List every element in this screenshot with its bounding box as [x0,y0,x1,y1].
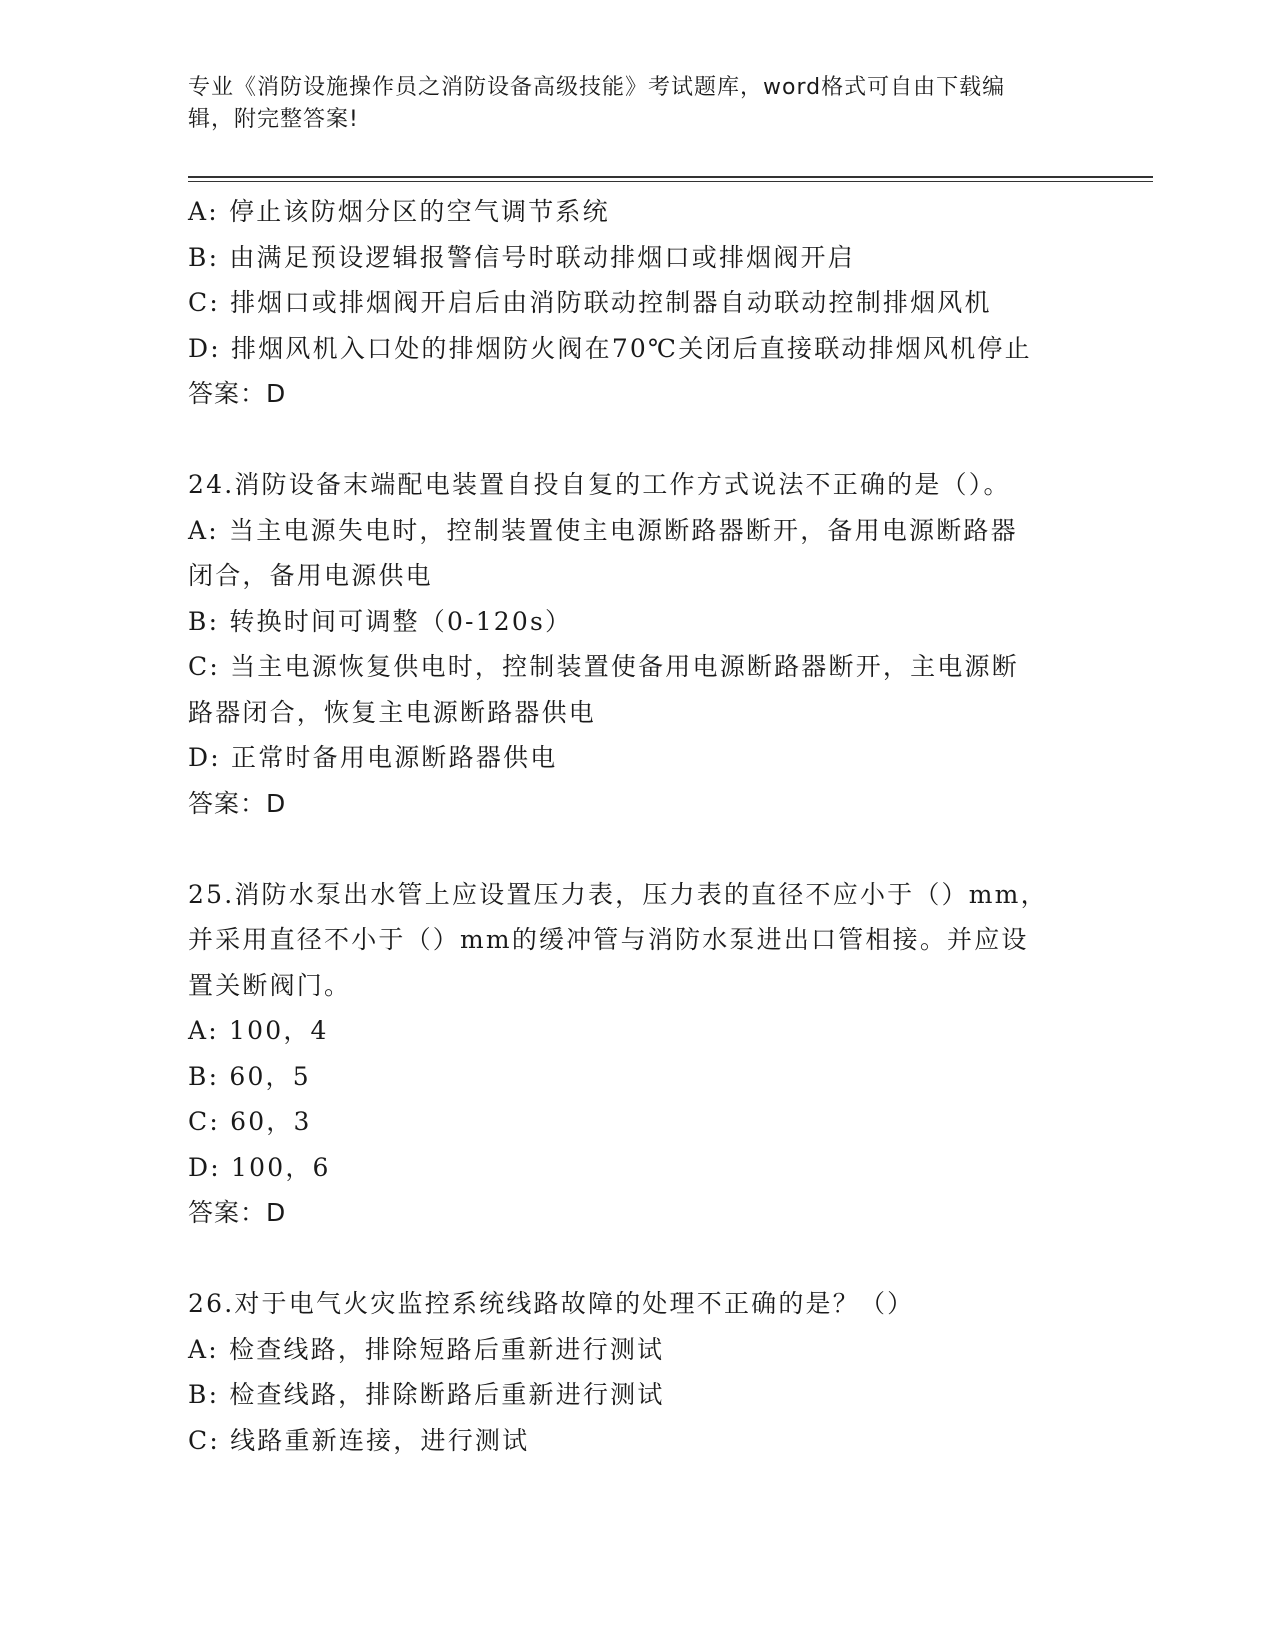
option-a-continued: 闭合，备用电源供电 [188,561,433,590]
question-23-continued [188,189,1088,417]
answer: 答案：D [188,379,287,408]
option-b: B: 检查线路，排除断路后重新进行测试 [188,1380,665,1409]
option-d: D: 正常时备用电源断路器供电 [188,743,558,772]
option-c: C: 当主电源恢复供电时，控制装置使备用电源断路器断开，主电源断 [188,652,1019,681]
question-25 [188,872,1088,1236]
option-b: B: 转换时间可调整（0-120s） [188,606,573,636]
answer: 答案：D [188,1198,287,1227]
question-24 [188,462,1088,826]
question-text-continued: 并采用直径不小于（）mm的缓冲管与消防水泵进出口管相接。并应设 [188,925,1029,954]
option-b: B: 由满足预设逻辑报警信号时联动排烟口或排烟阀开启 [188,242,855,272]
option-c: C: 线路重新连接，进行测试 [188,1425,530,1455]
option-c-continued: 路器闭合，恢复主电源断路器供电 [188,697,597,727]
spacer [188,826,1088,872]
header-rule-thick [188,176,1153,178]
option-a: A: 检查线路，排除短路后重新进行测试 [188,1334,665,1364]
option-a: A: 100，4 [188,1016,329,1045]
option-a: A: 当主电源失电时，控制装置使主电源断路器断开，备用电源断路器 [188,515,1018,545]
question-text: 26.对于电气火灾监控系统线路故障的处理不正确的是？（） [188,1289,915,1318]
question-text: 25.消防水泵出水管上应设置压力表，压力表的直径不应小于（）mm， [188,879,1048,909]
header-rule-thin [188,181,1153,182]
option-d: D: 排烟风机入口处的排烟防火阀在70℃关闭后直接联动排烟风机停止 [188,333,1032,363]
question-list [188,189,1088,1463]
answer: 答案：D [188,788,287,818]
option-d: D: 100，6 [188,1152,331,1182]
header-line-2: 辑，附完整答案! [188,107,359,132]
question-text-continued: 置关断阀门。 [188,970,352,1000]
spacer [188,1236,1088,1282]
option-c: C: 排烟口或排烟阀开启后由消防联动控制器自动联动控制排烟风机 [188,288,992,317]
header-line-1: 专业《消防设施操作员之消防设备高级技能》考试题库，word格式可自由下载编 [188,75,1006,100]
spacer [188,417,1088,463]
option-c: C: 60，3 [188,1107,312,1136]
question-text: 24.消防设备末端配电装置自投自复的工作方式说法不正确的是（）。 [188,470,1011,499]
option-b: B: 60，5 [188,1061,311,1091]
question-26 [188,1281,1088,1463]
document-header [188,72,1088,136]
option-a: A: 停止该防烟分区的空气调节系统 [188,197,610,226]
